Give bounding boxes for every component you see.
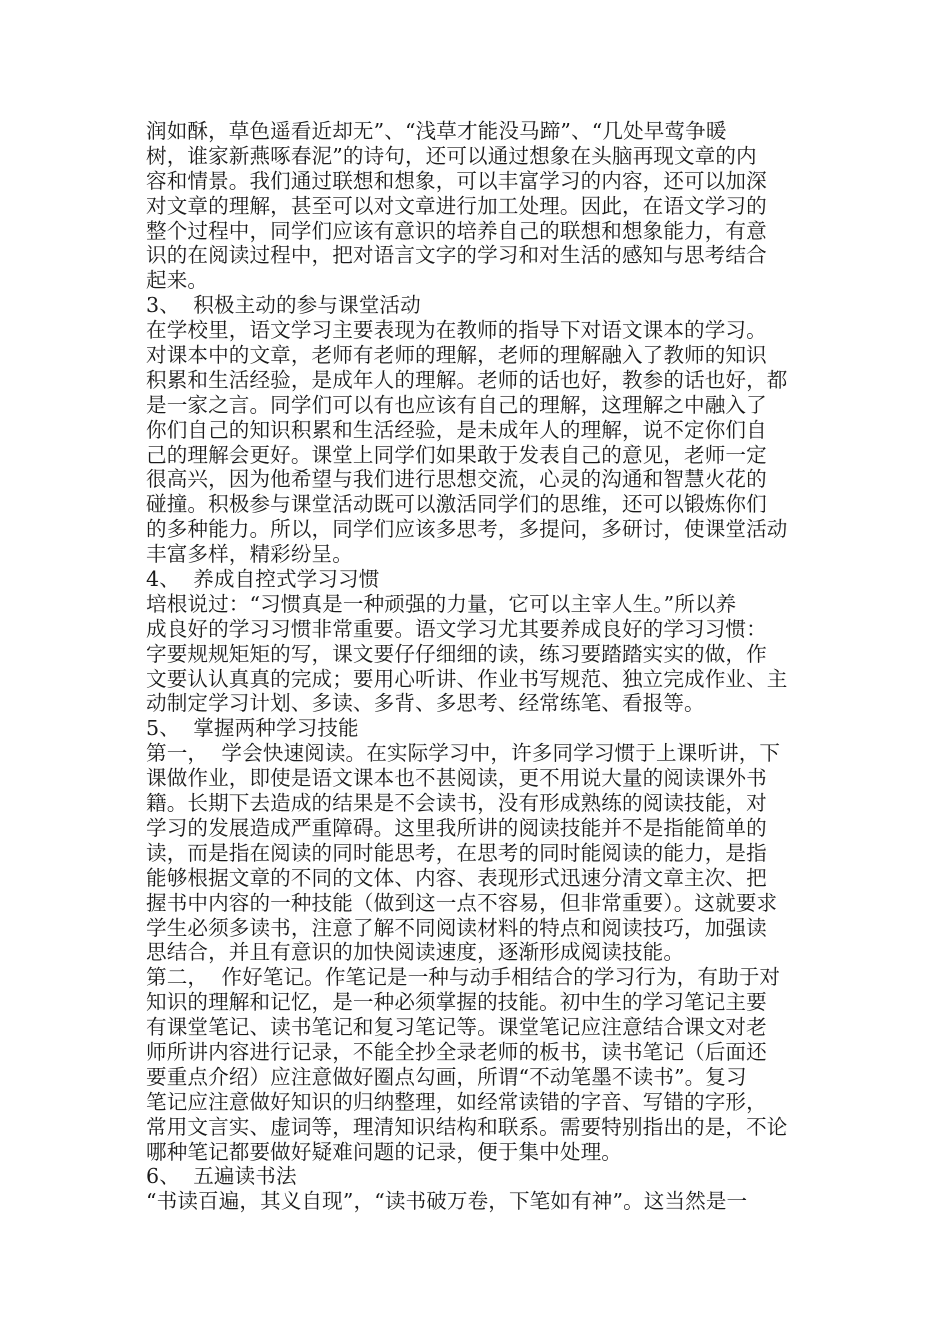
- text-line: 整个过程中，同学们应该有意识的培养自己的联想和想象能力，有意: [146, 218, 767, 243]
- text-line: 知识的理解和记忆，是一种必须掌握的技能。初中生的学习笔记主要: [146, 990, 767, 1015]
- text-line: 对文章的理解，甚至可以对文章进行加工处理。因此，在语文学习的: [146, 193, 767, 218]
- text-line: 握书中内容的一种技能（做到这一点不容易，但非常重要）。这就要求: [146, 890, 778, 915]
- text-line: 第二， 作好笔记。作笔记是一种与动手相结合的学习行为，有助于对: [146, 965, 781, 990]
- text-line: 容和情景。我们通过联想和想象，可以丰富学习的内容，还可以加深: [146, 168, 767, 193]
- text-line: 字要规规矩矩的写，课文要仔仔细细的读，练习要踏踏实实的做，作: [146, 641, 767, 666]
- section-heading: 3、 积极主动的参与课堂活动: [146, 293, 421, 318]
- text-line: 丰富多样，精彩纷呈。: [146, 542, 353, 567]
- text-line: 己的理解会更好。课堂上同学们如果敢于发表自己的意见，老师一定: [146, 442, 767, 467]
- text-line: 的多种能力。所以，同学们应该多思考，多提问，多研讨，使课堂活动: [146, 517, 788, 542]
- text-line: 课做作业，即使是语文课本也不甚阅读，更不用说大量的阅读课外书: [146, 766, 767, 791]
- text-line: 很高兴，因为他希望与我们进行思想交流，心灵的沟通和智慧火花的: [146, 467, 767, 492]
- text-line: 动制定学习计划、多读、多背、多思考、经常练笔、看报等。: [146, 691, 705, 716]
- text-line: 培根说过：“习惯真是一种顽强的力量，它可以主宰人生。”所以养: [146, 591, 737, 616]
- text-line: 读，而是指在阅读的同时能思考，在思考的同时能阅读的能力，是指: [146, 840, 767, 865]
- text-line: 在学校里，语文学习主要表现为在教师的指导下对语文课本的学习。: [146, 318, 767, 343]
- text-line: 学习的发展造成严重障碍。这里我所讲的阅读技能并不是指能简单的: [146, 815, 767, 840]
- section-heading: 5、 掌握两种学习技能: [146, 716, 359, 741]
- text-line: 师所讲内容进行记录，不能全抄全录老师的板书，读书笔记（后面还: [146, 1039, 767, 1064]
- text-line: 能够根据文章的不同的文体、内容、表现形式迅速分清文章主次、把: [146, 865, 767, 890]
- text-line: 学生必须多读书，注意了解不同阅读材料的特点和阅读技巧，加强读: [146, 915, 767, 940]
- section-heading: 6、 五遍读书法: [146, 1164, 297, 1189]
- text-line: 是一家之言。同学们可以有也应该有自己的理解，这理解之中融入了: [146, 392, 767, 417]
- text-line: 碰撞。积极参与课堂活动既可以激活同学们的思维，还可以锻炼你们: [146, 492, 767, 517]
- text-line: 对课本中的文章，老师有老师的理解，老师的理解融入了教师的知识: [146, 343, 767, 368]
- text-line: “书读百遍，其义自现”，“读书破万卷，下笔如有神”。这当然是一: [146, 1189, 748, 1214]
- text-line: 有课堂笔记、读书笔记和复习笔记等。课堂笔记应注意结合课文对老: [146, 1015, 767, 1040]
- section-heading: 4、 养成自控式学习习惯: [146, 567, 380, 592]
- text-line: 起来。: [146, 268, 209, 293]
- text-line: 思结合，并且有意识的加快阅读速度，逐渐形成阅读技能。: [146, 940, 685, 965]
- text-line: 润如酥，草色遥看近却无”、“浅草才能没马蹄”、“几处早莺争暖: [146, 119, 727, 143]
- text-line: 常用文言实、虚词等，理清知识结构和联系。需要特别指出的是，不论: [146, 1114, 788, 1139]
- text-line: 第一， 学会快速阅读。在实际学习中，许多同学习惯于上课听讲，下: [146, 741, 781, 766]
- text-line: 要重点介绍）应注意做好圈点勾画，所谓“不动笔墨不读书”。复习: [146, 1064, 747, 1089]
- text-line: 成良好的学习习惯非常重要。语文学习尤其要养成良好的学习习惯：: [146, 616, 767, 641]
- document-body: [146, 119, 806, 1214]
- text-line: 你们自己的知识积累和生活经验，是未成年人的理解，说不定你们自: [146, 417, 767, 442]
- text-line: 树，谁家新燕啄春泥”的诗句，还可以通过想象在头脑再现文章的内: [146, 143, 757, 168]
- text-line: 积累和生活经验，是成年人的理解。老师的话也好，教参的话也好，都: [146, 367, 788, 392]
- text-line: 识的在阅读过程中，把对语言文字的学习和对生活的感知与思考结合: [146, 243, 767, 268]
- text-line: 文要认认真真的完成；要用心听讲、作业书写规范、独立完成作业、主: [146, 666, 788, 691]
- text-line: 笔记应注意做好知识的归纳整理，如经常读错的字音、写错的字形，: [146, 1089, 767, 1114]
- text-line: 籍。长期下去造成的结果是不会读书，没有形成熟练的阅读技能，对: [146, 791, 767, 816]
- text-line: 哪种笔记都要做好疑难问题的记录，便于集中处理。: [146, 1139, 622, 1164]
